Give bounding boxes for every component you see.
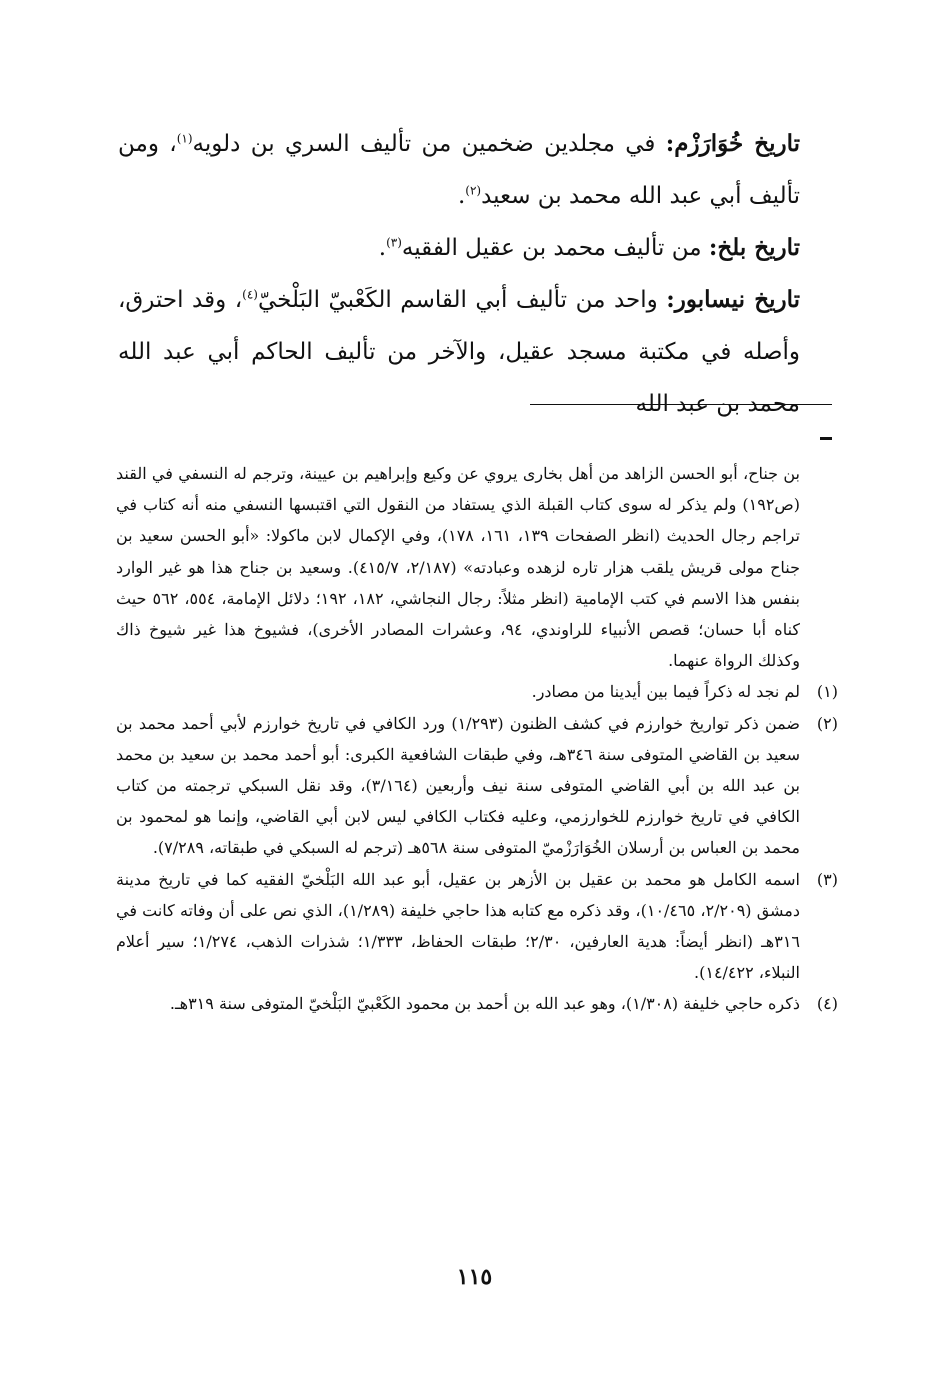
footnotes-section bbox=[116, 458, 838, 1020]
footnote-ref-1[interactable]: (١) bbox=[176, 131, 193, 146]
footnote-4 bbox=[116, 988, 838, 1019]
paragraph-text: في مجلدين ضخمين من تأليف السري بن دلويه bbox=[192, 131, 666, 157]
paragraph-text: واحد من تأليف أبي القاسم الكَعْبيّ البَلْخيّ bbox=[257, 287, 667, 313]
paragraph-text: من تأليف محمد بن عقيل الفقيه bbox=[401, 235, 709, 261]
footnote-ref-2[interactable]: (٢) bbox=[465, 183, 482, 198]
footnote-2 bbox=[116, 708, 838, 864]
paragraph-text: . bbox=[378, 235, 387, 261]
footnote-text: لم نجد له ذكراً فيما بين أيدينا من مصادر. bbox=[531, 682, 800, 702]
footnote-number: (١) bbox=[816, 682, 838, 702]
page-number: ١١٥ bbox=[456, 1264, 493, 1290]
paragraph-khwarazm bbox=[118, 118, 840, 222]
paragraph-text: . bbox=[457, 183, 466, 209]
paragraph-nishapur bbox=[118, 274, 840, 430]
main-text bbox=[118, 118, 840, 430]
continuation-mark bbox=[820, 437, 832, 440]
footnote-number: (٣) bbox=[816, 869, 838, 889]
footnote-number: (٤) bbox=[816, 994, 838, 1014]
paragraph-text: ، ومن تأليف أبي عبد الله محمد بن سعيد bbox=[118, 131, 800, 209]
footnote-ref-3[interactable]: (٣) bbox=[386, 235, 402, 250]
term-khwarazm: تاريخ خُوَارَزْم: bbox=[665, 130, 800, 157]
paragraph-text: ، وقد احترق، وأصله في مكتبة مسجد عقيل، والآخر من تأليف الحاكم أبي عبد الله محمد بن عبد الله bbox=[118, 287, 800, 417]
paragraph-balkh bbox=[118, 222, 840, 274]
footnote-1 bbox=[116, 676, 838, 707]
footnote-ref-4[interactable]: (٤) bbox=[242, 287, 258, 302]
footnote-separator bbox=[530, 404, 832, 405]
footnote-text: اسمه الكامل هو محمد بن عقيل بن الأزهر بن عقيل، أبو عبد الله البَلْخيّ الفقيه كما في تاريخ مدينة دمشق (٢/٢٠٩، ١٠/٤٦٥)، وقد ذكره مع كتابه هذا حاجي خليفة (١/٢٨٩)، الذي نص على أن وفاته كانت في ٣١٦هـ (انظر أيضاً: هدية العارفين، ٢/٣٠؛ طبقات الحفاظ، ١/٣٣٣؛ شذرات الذهب، ١/٢٧٤؛ سير أعلام النبلاء، ١٤/٤٢٢). bbox=[116, 869, 801, 983]
footnote-text: ذكره حاجي خليفة (١/٣٠٨)، وهو عبد الله بن أحمد بن محمود الكَعْبيّ البَلْخيّ المتوفى سنة ٣١٩هـ. bbox=[169, 994, 800, 1014]
footnote-3 bbox=[116, 864, 838, 989]
footnote-number: (٢) bbox=[816, 713, 838, 733]
term-balkh: تاريخ بلخ: bbox=[708, 234, 800, 261]
footnote-continuation: بن جناح، أبو الحسن الزاهد من أهل بخارى يروي عن وكيع وإبراهيم بن عيينة، وترجم له النسفي في القند (ص١٩٢) ولم يذكر له سوى كتاب القبلة الذي يستفاد من النقول التي اقتبسها النسفي منه أنه كتاب في تراجم رجال الحديث (انظر الصفحات ١٣٩، ١٦١، ١٧٨)، وفي الإكمال لابن ماكولا: «أبو الحسن سعيد بن جناح مولى قريش يلقب هزار تاره لزهده وعبادته» (٢/١٨٧، ٤١٥/٧). وسعيد بن جناح هذا هو غير الوارد بنفس هذا الاسم في كتب الإمامية (انظر مثلاً: رجال النجاشي، ١٨٢، ١٩٢؛ دلائل الإمامة، ٥٥٤، ٥٦٢ حيث كناه أبا حسان؛ قصص الأنبياء للراوندي، ٩٤، وعشرات المصادر الأخرى)، فشيوخ هذا غير شيوخ ذاك وكذلك الرواة عنهما. bbox=[116, 464, 801, 671]
footnote-text: ضمن ذكر تواريخ خوارزم في كشف الظنون (١/٢٩٣) ورد الكافي في تاريخ خوارزم لأبي أحمد محمد بن سعيد بن القاضي المتوفى سنة ٣٤٦هـ، وفي طبقات الشافعية الكبرى: أبو أحمد محمد بن سعيد بن محمد بن عبد الله بن أبي القاضي المتوفى سنة نيف وأربعين (٣/١٦٤)، وقد نقل السبكي ترجمته من كتاب الكافي في تاريخ خوارزم للخوارزمي، وعليه فكتاب الكافي ليس لابن أبي القاضي، وإنما هو لمحمود بن محمد بن العباس بن أرسلان الخُوَارَزْميّ المتوفى سنة ٥٦٨هـ (ترجم له السبكي في طبقاته، ٧/٢٨٩). bbox=[116, 713, 800, 858]
term-nishapur: تاريخ نيسابور: bbox=[666, 286, 800, 313]
